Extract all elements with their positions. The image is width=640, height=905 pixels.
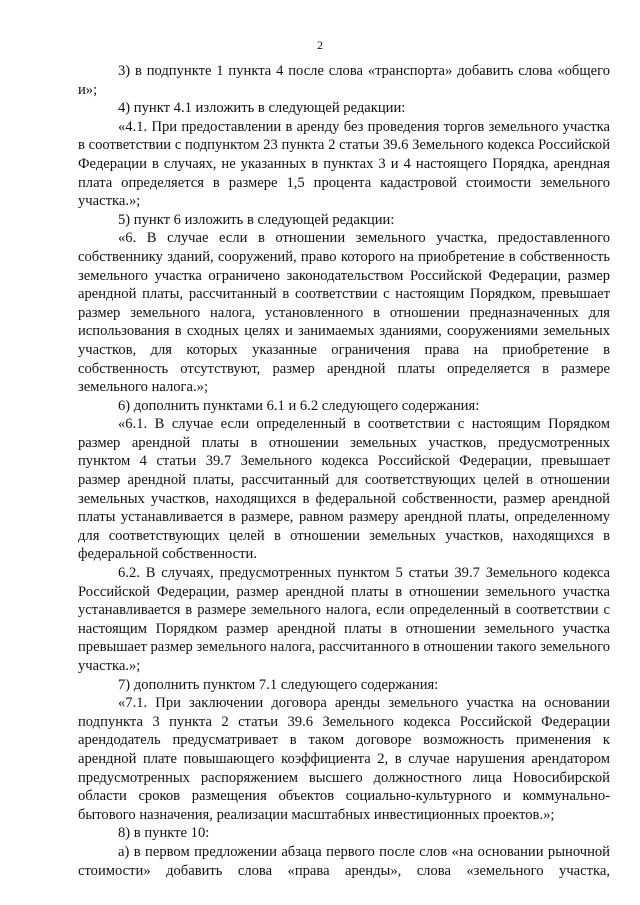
paragraph-new-4-1: «4.1. При предоставлении в аренду без проведения торгов земельного участка в соответствии с подпунктом 23 пункта 2 статьи 39.6 Земельного кодекса Российской Федерации в случаях, не указанных в пунктах 3 и 4 настоящего Порядка, арендная плата определяется в размере 1,5 процента кадастровой стоимости земельного участка.»; xyxy=(78,118,610,210)
paragraph-item-8: 8) в пункте 10: xyxy=(118,825,210,842)
paragraph-new-7-1: «7.1. При заключении договора аренды земельного участка на основании подпункта 3 пункта 2 статьи 39.6 Земельного кодекса Российской Федерации арендодатель предусматривает в таком договоре возможность применения к арендной плате повышающего коэффициента 2, в случае нарушения арендатором предусмотренных распоряжением высшего должностного лица Новосибирской области сроков размещения объектов социально-культурного и коммунально-бытового назначения, реализации масштабных инвестиционных проектов.»; xyxy=(78,695,610,823)
paragraph-new-6-2: 6.2. В случаях, предусмотренных пунктом 5 статьи 39.7 Земельного кодекса Российской Федерации, размер арендной платы в отношении земельного участка устанавливается в размере земельного налога, если определенный в соответствии с настоящим Порядком размер арендной платы в отношении земельного участка превышает размер земельного налога, рассчитанного в отношении такого земельного участка.»; xyxy=(78,565,611,674)
page-number: 2 xyxy=(317,38,323,52)
paragraph-item-7: 7) дополнить пунктом 7.1 следующего содержания: xyxy=(118,676,439,693)
paragraph-item-4: 4) пункт 4.1 изложить в следующей редакции: xyxy=(118,100,406,117)
paragraph-new-6: «6. В случае если в отношении земельного участка, предоставленного собственнику зданий, сооружений, право которого на приобретение в собственность земельного участка ограничено законодательством Российской Федерации, размер арендной платы, рассчитанный в соответствии с настоящим Порядком, превышает размер земельного налога, установленного в отношении предназначенных для использования в сходных целях и занимаемых зданиями, сооружениями земельных участков, для которых указанные ограничения права на приобретение в собственность отсутствуют, размер арендной платы определяется в размере земельного налога.»; xyxy=(78,230,610,396)
paragraph-item-8-a: а) в первом предложении абзаца первого после слов «на основании рыночной стоимости» добавить слова «права аренды», слова «земельного участка, xyxy=(78,843,610,879)
paragraph-item-6: 6) дополнить пунктами 6.1 и 6.2 следующего содержания: xyxy=(118,397,480,414)
paragraph-new-6-1: «6.1. В случае если определенный в соответствии с настоящим Порядком размер арендной платы в отношении земельных участков, предусмотренных пунктом 4 статьи 39.7 Земельного кодекса Российской Федерации, превышает размер арендной платы, рассчитанный для соответствующих целей в отношении земельных участков, находящихся в федеральной собственности, размер арендной платы устанавливается в размере, равном размеру арендной платы, определенному для соответствующих целей в отношении земельных участков, находящихся в федеральной собственности. xyxy=(78,416,610,563)
paragraph-item-3: 3) в подпункте 1 пункта 4 после слова «транспорта» добавить слова «общего и»; xyxy=(78,63,610,98)
paragraph-item-5: 5) пункт 6 изложить в следующей редакции: xyxy=(118,211,395,228)
document-body xyxy=(78,62,610,880)
